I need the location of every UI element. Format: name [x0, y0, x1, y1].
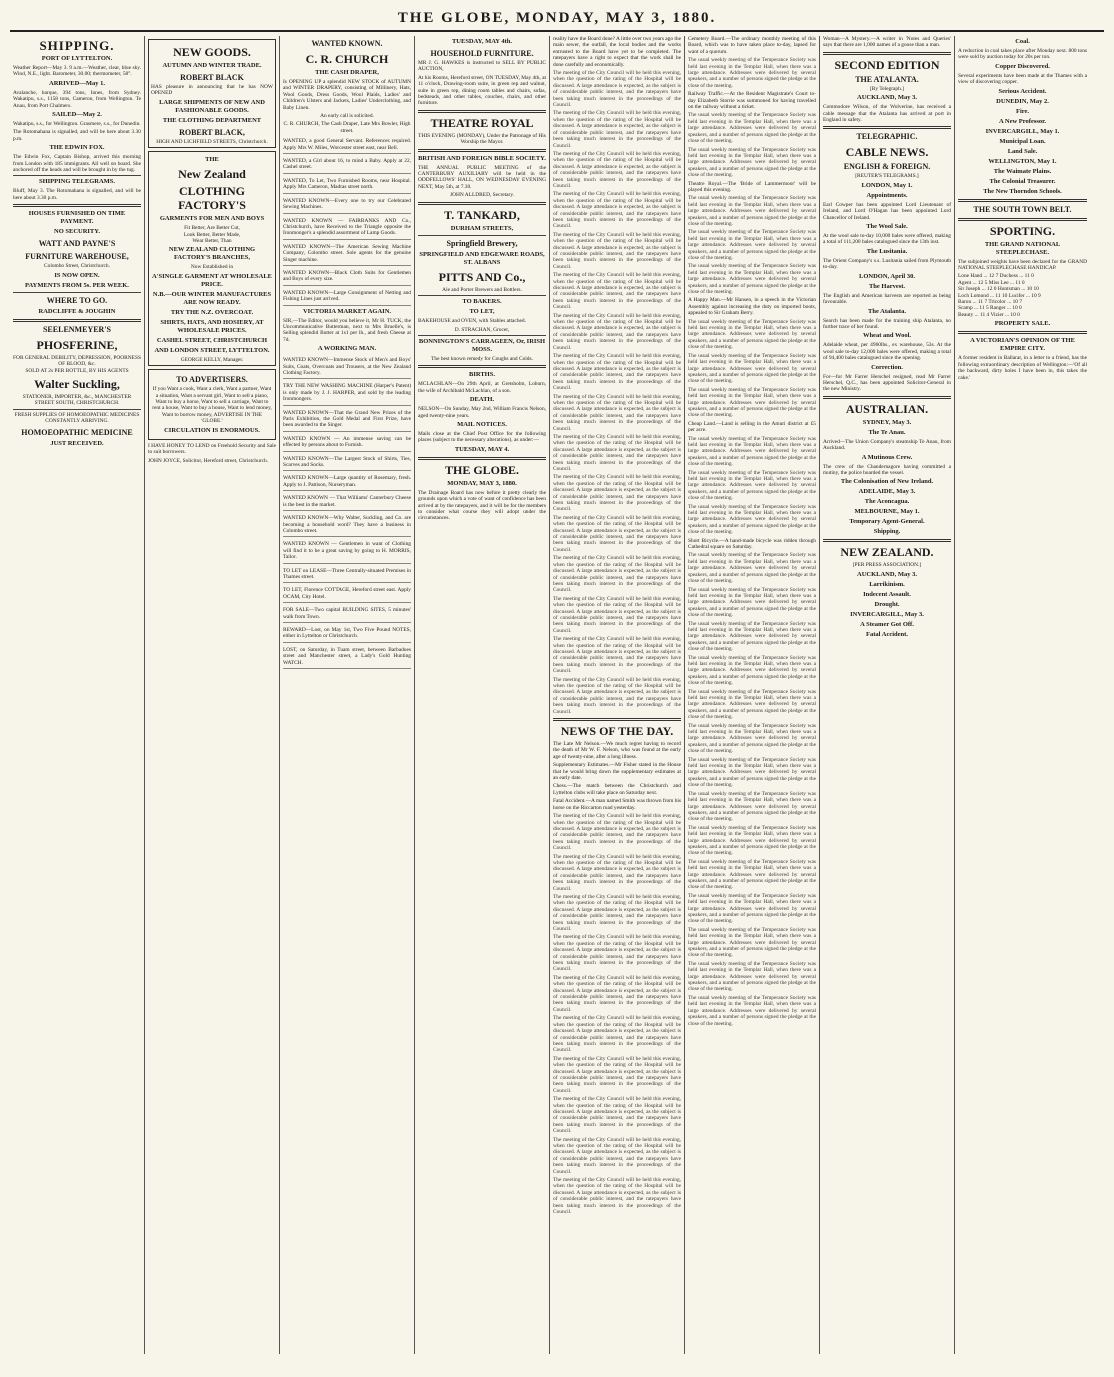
dunedin-dateline: DUNEDIN, May 2. [996, 97, 1049, 105]
filler-text: The usual weekly meeting of the Temperance Society was held last evening in the Templar Hall, when there was a large attendance. Addresses were delivered by several speakers, and a number of persons signed the pledge at the close of the meeting. [688, 960, 816, 993]
new-zealand: New Zealand [178, 167, 246, 182]
cr-church: C. R. CHURCH [305, 52, 389, 66]
filler-text: The usual weekly meeting of the Temperance Society was held last evening in the Templar Hall, when there was a large attendance. Addresses were delivered by several speakers, and a number of persons signed the pledge at the close of the meeting. [688, 824, 816, 857]
moss: The best known remedy for Coughs and Colds. [431, 355, 533, 362]
death-notice: NELSON—On Sunday, May 2nd, William Francis Nelson, aged twenty-nine years. [418, 406, 546, 419]
overcoat: TRY THE N.Z. OVERCOAT. [170, 308, 254, 316]
melbourne-dateline: MELBOURNE, May 1. [854, 508, 920, 516]
auckland-dateline-2: AUCKLAND, May 3. [857, 570, 917, 578]
kelly: GEORGE KELLY, Manager. [180, 356, 244, 363]
radcliffe: RADCLIFFE & JOUGHIN [38, 307, 116, 315]
weights-list [958, 273, 1087, 318]
filler-text: The meeting of the City Council will be held this evening, when the question of the rating of the Hospital will be discussed. A large attendance is expected, as the subject is of considerable public interest, and the ratepayers have been taking much interest in the proceedings of the Council. [553, 312, 681, 351]
fire: Fire. [1015, 107, 1030, 115]
weight-row: Beauty ... 11 4 Vizier ... 10 0 [958, 311, 1020, 318]
filler-text: The meeting of the City Council will be held this evening, when the question of the rating of the Hospital will be discussed. A large attendance is expected, as the subject is of considerable public interest, and the ratepayers have been taking much interest in the proceedings of the Council. [553, 150, 681, 189]
appointments: Appointments. [866, 191, 908, 199]
classified-ad: FOR SALE—Two capital BUILDING SITES, 5 minutes' walk from Town. [283, 605, 411, 623]
just-received: JUST RECEIVED. [50, 439, 104, 447]
colonial-treasurer: The Colonial Treasurer. [989, 177, 1056, 185]
column-4 [415, 36, 550, 1354]
robert-black: ROBERT BLACK [180, 73, 244, 82]
filler-text: The usual weekly meeting of the Temperance Society was held last evening in the Templar Hall, when there was a large attendance. Addresses were delivered by several speakers, and a number of persons signed the pledge at the close of the meeting. [688, 469, 816, 502]
handicap-text: The subjoined weights have been declared for the GRAND NATIONAL STEEPLECHASE HANDICAP. [958, 258, 1087, 272]
new-professor: A New Professor. [998, 117, 1047, 125]
classified-ad: WANTED KNOWN—Black Cloth Suits for Gentlemen and Boys of every size. [283, 268, 411, 286]
lusitania-text: The Orient Company's s.s. Lusitania sailed from Plymouth to-day. [823, 257, 951, 271]
coal: Coal. [1015, 38, 1030, 45]
filler-text: The meeting of the City Council will be held this evening, when the question of the rating of the Hospital will be discussed. A large attendance is expected, as the subject is of considerable public interest, and the ratepayers have been taking much interest in the proceedings of the Council. [553, 1055, 681, 1094]
hawkes-body: At his Rooms, Hereford street, ON TUESDAY, May 4th, at 11 o'clock, Drawing-room suite, in green rep and walnut, suite in green rep, dining room tables and chairs, sofas, bedsteads, and other tables, couches, chairs, and other furniture. [418, 74, 546, 107]
london-street: AND LONDON STREET, LYTTELTON. [154, 346, 270, 354]
tuesday: TUESDAY, MAY 4th. [451, 38, 513, 45]
coal-text: A reduction in coal takes place after Monday next. 800 tons were sold by auction today for 20s per ton. [958, 48, 1087, 61]
wheat-text: Adelaide wheat, per 4960lbs., ex warehouse, 53s. At the wool sale to-day 12,000 bales were offered, making a total of 94,400 bales catalogued since the opening. [823, 342, 951, 362]
homoeopathic-supplies: FRESH SUPPLIES OF HOMOEOPATHIC MEDICINES CONSTANTLY ARRIVING. [14, 411, 140, 425]
filler-text: The meeting of the City Council will be held this evening, when the question of the rating of the Hospital will be discussed. A large attendance is expected, as the subject is of considerable public interest, and the ratepayers have been taking much interest in the proceedings of the Council. [553, 353, 681, 392]
classified-ad: WANTED KNOWN—The American Sewing Machine Company, Colombo street. Sole agents for the genuine Singer machine. [283, 242, 411, 266]
to-bakers: TO BAKERS. [462, 298, 502, 306]
ale: Ale and Porter Brewers and Bottlers. [442, 286, 522, 293]
weight-row: Agent ... 12 5 Miss Lee ... 11 0 [958, 279, 1025, 286]
bakehouse: BAKEHOUSE and OVEN, with Stables attached. [418, 318, 526, 325]
te-anau-text: Arrived—The Union Company's steamship Te Anau, from Auckland. [823, 438, 951, 452]
by-telegraph: [By Telegraph.] [870, 85, 904, 92]
municipal-loan: Municipal Loan. [999, 137, 1046, 145]
wheat-wool: Wheat and Wool. [862, 332, 912, 340]
south-town-belt: THE SOUTH TOWN BELT. [973, 204, 1072, 214]
sporting: SPORTING. [989, 223, 1056, 238]
filler-text: The usual weekly meeting of the Temperance Society was held last evening in the Templar Hall, when there was a large attendance. Addresses were delivered by several speakers, and a number of persons signed the pledge at the close of the meeting. [688, 756, 816, 789]
port-heading: PORT OF LYTTELTON. [41, 55, 113, 62]
drought: Drought. [874, 600, 900, 608]
london-dateline-2: LONDON, April 30. [859, 272, 915, 280]
column-6 [685, 36, 820, 1354]
fit-better: Fit Better, Are Better Cut, [184, 225, 240, 232]
filler-text: The usual weekly meeting of the Temperance Society was held last evening in the Templar Hall, when there was a large attendance. Addresses were delivered by several speakers, and a number of persons signed the pledge at the close of the meeting. [688, 586, 816, 619]
newspaper-page [10, 10, 1104, 1357]
payments: PAYMENTS FROM 5s. PER WEEK. [25, 281, 129, 289]
filler-text: The usual weekly meeting of the Temperance Society was held last evening in the Templar Hall, when there was a large attendance. Addresses were delivered by several speakers, and a number of persons signed the pledge at the close of the meeting. [688, 722, 816, 755]
appointments-text: Earl Cowper has been appointed Lord Lieutenant of Ireland, and Lord O'Hagan has been appointed Lord Chancellor of Ireland. [823, 201, 951, 221]
church-signature: C. R. CHURCH, The Cash Draper, Late Mrs Bowler, High street. [283, 121, 411, 134]
the-label: THE [205, 156, 219, 164]
thorndon-schools: The New Thorndon Schools. [983, 187, 1062, 195]
watt-payne: WATT AND PAYNE'S [38, 239, 116, 249]
stationer: STATIONER, IMPORTER, &c., MANCHESTER STREET SOUTH, CHRISTCHURCH. [22, 393, 132, 407]
classified-ad: WANTED KNOWN—Immense Stock of Men's and Boys' Suits, Coats, Overcoats and Trousers, at the New Zealand Clothing Factory. [283, 355, 411, 379]
second-edition: SECOND EDITION [834, 57, 940, 72]
classified-ad: WANTED, a Girl about 16, to mind a Baby. Apply at 22, Cashel street. [283, 156, 411, 174]
filler-text: The usual weekly meeting of the Temperance Society was held last evening in the Templar Hall, when there was a large attendance. Addresses were delivered by several speakers, and a number of persons signed the pledge at the close of the meeting. [688, 112, 816, 145]
now-open: IS NOW OPEN. [54, 271, 100, 279]
weather-report: Weather Report—May 3. 9 a.m.—Weather, clear, blue sky. Wind, N.E., light. Barometer, 30.00; thermometer, 58°. [13, 65, 141, 78]
theatre-royal: THEATRE ROYAL [430, 115, 534, 130]
filler-text: The usual weekly meeting of the Temperance Society was held last evening in the Templar Hall, when there was a large attendance. Addresses were delivered by several speakers, and a number of persons signed the pledge at the close of the meeting. [688, 892, 816, 925]
sydney-dateline: SYDNEY, May 3. [862, 418, 912, 426]
news-item: The Late Mr Nelson.—We much regret having to record the death of Mr W. F. Nelson, who was found at the early age of twenty-nine, after a long illness. [553, 741, 681, 760]
larrikinism: Larrikinism. [869, 580, 905, 588]
filler-text: The meeting of the City Council will be held this evening, when the question of the rating of the Hospital will be discussed. A large attendance is expected, as the subject is of considerable public interest, and the ratepayers have been taking much interest in the proceedings of the Council. [553, 272, 681, 311]
column-3 [280, 36, 415, 1354]
classified-ad: WANTED KNOWN—Why Walter, Suckling, and Co. are becoming a household word? They have a business in Colombo street. [283, 513, 411, 537]
filler-text: The meeting of the City Council will be held this evening, when the question of the rating of the Hospital will be discussed. A large attendance is expected, as the subject is of considerable public interest, and the ratepayers have been taking much interest in the proceedings of the Council. [553, 474, 681, 513]
colombo-address: Colombo Street, Christchurch. [44, 263, 110, 270]
filler-text: The meeting of the City Council will be held this evening, when the question of the rating of the Hospital will be discussed. A large attendance is expected, as the subject is of considerable public interest, and the ratepayers have been taking much interest in the proceedings of the Council. [553, 514, 681, 553]
telegraphic: TELEGRAPHIC. [856, 132, 918, 142]
furniture-warehouse: FURNITURE WAREHOUSE, [25, 252, 129, 262]
columns [10, 36, 1104, 1354]
telegrams-heading: SHIPPING TELEGRAMS. [38, 178, 116, 186]
working-man: A WORKING MAN. [317, 345, 377, 353]
houses-heading: HOUSES FURNISHED ON TIME PAYMENT. [28, 210, 126, 226]
circulation: CIRCULATION IS ENORMOUS. [164, 426, 260, 434]
wellington-dateline: WELLINGTON, May 1. [988, 157, 1057, 165]
news-item: Woman—A Mystery.—A writer in 'Notes and Queries' says that there are 1,000 names of a goose than a man. [823, 36, 951, 49]
property-sale: PROPERTY SALE. [994, 320, 1051, 328]
clothing-factory: CLOTHING FACTORY'S [178, 184, 246, 213]
filler-text: The usual weekly meeting of the Temperance Society was held last evening in the Templar Hall, when there was a large attendance. Addresses were delivered by several speakers, and a number of persons signed the pledge at the close of the meeting. [688, 654, 816, 687]
church-body: Is OPENING UP a splendid NEW STOCK of AUTUMN and WINTER DRAPERY, consisting of Millinery, Hats, Wool Goods, Dress Goods, Wool Plaids, Ladies' and Children's Ulsters and Jackets, Ladies' Underclothing, and Baby Linen. [283, 79, 411, 111]
reuters: [REUTER'S TELEGRAMS.] [855, 173, 919, 180]
classified-ad: WANTED KNOWN—That the Grand New Prizes of the Paris Exhibition, the Gold Medal and First Prize, have been awarded to the Singer. [283, 408, 411, 432]
waimate-plains: The Waimate Plains. [993, 167, 1052, 175]
edwin-fox-heading: THE EDWIN FOX. [49, 144, 105, 152]
globe-date: MONDAY, MAY 3, 1880. [447, 479, 517, 487]
news-item: Chess.—The match between the Christchurch and Lyttelton clubs will take place on Saturday next. [553, 783, 681, 796]
filler-text: The meeting of the City Council will be held this evening, when the question of the rating of the Hospital will be discussed. A large attendance is expected, as the subject is of considerable public interest, and the ratepayers have been taking much interest in the proceedings of the Council. [553, 813, 681, 852]
filler-text: The meeting of the City Council will be held this evening, when the question of the rating of the Hospital will be discussed. A large attendance is expected, as the subject is of considerable public interest, and the ratepayers have been taking much interest in the proceedings of the Council. [553, 853, 681, 892]
where-to-go: WHERE TO GO. [46, 295, 108, 305]
indecent-assault: Indecent Assault. [863, 590, 911, 598]
filler-text: The usual weekly meeting of the Temperance Society was held last evening in the Templar Hall, when there was a large attendance. Addresses were delivered by several speakers, and a number of persons signed the pledge at the close of the meeting. [688, 688, 816, 721]
filler-text: The usual weekly meeting of the Temperance Society was held last evening in the Templar Hall, when there was a large attendance. Addresses were delivered by several speakers, and a number of persons signed the pledge at the close of the meeting. [688, 146, 816, 179]
filler-text: The meeting of the City Council will be held this evening, when the question of the rating of the Hospital will be discussed. A large attendance is expected, as the subject is of considerable public interest, and the ratepayers have been taking much interest in the proceedings of the Council. [553, 433, 681, 472]
filler-text: The usual weekly meeting of the Temperance Society was held last evening in the Templar Hall, when there was a large attendance. Addresses were delivered by several speakers, and a number of persons signed the pledge at the close of the meeting. [688, 318, 816, 351]
filler-text: The meeting of the City Council will be held this evening, when the question of the rating of the Hospital will be discussed. A large attendance is expected, as the subject is of considerable public interest, and the ratepayers have been taking much interest in the proceedings of the Council. [553, 1096, 681, 1135]
wholesale: A'SINGLE GARMENT AT WHOLESALE PRICE. [152, 272, 272, 288]
news-item: Theatre Royal.—The 'Bride of Lammermoor' will be played this evening. [688, 180, 816, 193]
london-dateline: LONDON, May 1. [861, 181, 913, 189]
weight-row: Scamp ... 11 5 Ranger ... 10 0 [958, 305, 1022, 312]
filler-text: The usual weekly meeting of the Temperance Society was held last evening in the Templar Hall, when there was a large attendance. Addresses were delivered by several speakers, and a number of persons signed the pledge at the close of the meeting. [688, 552, 816, 585]
price: SOLD AT 2s PER BOTTLE, BY HIS AGENTS [25, 367, 129, 374]
column-1 [10, 36, 145, 1354]
large-shipments: LARGE SHIPMENTS OF NEW AND FASHIONABLE GOODS. [159, 98, 265, 114]
aconcagua: The Aconcagua. [864, 498, 910, 506]
news-item: Fatal Accident.—A man named Smith was thrown from his horse on the Riccarton road yesterday. [553, 798, 682, 811]
robert-black-2: ROBERT BLACK, [179, 127, 245, 137]
column-7 [820, 36, 955, 1354]
filler-text: The meeting of the City Council will be held this evening, when the question of the rating of the Hospital will be discussed. A large attendance is expected, as the subject is of considerable public interest, and the ratepayers have been taking much interest in the proceedings of the Council. [553, 636, 681, 675]
globe-title: THE GLOBE. [444, 462, 520, 477]
harvest: The Harvest. [868, 282, 906, 290]
victoria-market: VICTORIA MARKET AGAIN. [302, 307, 392, 315]
weight-row: Lone Hand ... 12 7 Duchess ... 11 0 [958, 273, 1034, 280]
classified-ad: WANTED KNOWN—Large quantity of Rosemary, fresh. Apply to J. Pattison, Nurseryman. [283, 473, 411, 491]
to-let: TO LET, [469, 308, 495, 316]
debility: FOR GENERAL DEBILITY, DEPRESSION, POORNESS OF BLOOD, &c. [13, 354, 141, 368]
filler-text: The usual weekly meeting of the Temperance Society was held last evening in the Templar Hall, when there was a large attendance. Addresses were delivered by several speakers, and a number of persons signed the pledge at the close of the meeting. [688, 435, 816, 468]
filler-text: The meeting of the City Council will be held this evening, when the question of the rating of the Hospital will be discussed. A large attendance is expected, as the subject is of considerable public interest, and the ratepayers have been taking much interest in the proceedings of the Council. [553, 110, 681, 149]
canterbury-meeting: THE ANNUAL PUBLIC MEETING of the CANTERBURY AUXILIARY will be held in the ODDFELLOWS' HALL, ON WEDNESDAY EVENING NEXT, May 5th, at 7.30. [418, 164, 546, 190]
hawkes: MR J. G. HAWKES is instructed to SELL BY PUBLIC AUCTION, [418, 60, 546, 73]
household-furniture: HOUSEHOLD FURNITURE. [430, 49, 534, 58]
copper-text: Several experiments have been made at the Thames with a view of discovering copper. [958, 72, 1087, 86]
column-5 [550, 36, 685, 1354]
shirts: SHIRTS, HATS, AND HOSIERY, AT WHOLESALE PRICES. [160, 318, 264, 334]
new-zealand-heading: NEW ZEALAND. [840, 545, 934, 560]
news-item: Supplementary Estimates.—Mr Fisher stated in the House that he would bring down the supplementary estimates at an early date. [553, 762, 681, 782]
weight-row: Loch Lomond ... 11 10 Lucifer ... 10 9 [958, 292, 1041, 299]
filler-text: The meeting of the City Council will be held this evening, when the question of the rating of the Hospital will be discussed. A large attendance is expected, as the subject is of considerable public interest, and the ratepayers have been taking much interest in the proceedings of the Council. [553, 595, 681, 634]
atalanta-text: Search has been made for the training ship Atalanta, no further trace of her found. [823, 317, 951, 330]
filler-text: The meeting of the City Council will be held this evening, when the question of the rating of the Hospital will be discussed. A large attendance is expected, as the subject is of considerable public interest, and the ratepayers have been taking much interest in the proceedings of the Council. [553, 1177, 681, 1216]
filler-text: The meeting of the City Council will be held this evening, when the question of the rating of the Hospital will be discussed. A large attendance is expected, as the subject is of considerable public interest, and the ratepayers have been taking much interest in the proceedings of the Council. [553, 555, 681, 594]
market-body: SIR,—The Editor, would you believe it, Mr H. TUCK, the Uncommunicative Butterman, next to Mrs Bruelle's, is Selling splendid Butter at 1s1 per lb., and fresh Cheese at 7d. [283, 317, 411, 343]
news-item: Railway Traffic.—At the Resident Magistrate's Court to-day Elizabeth Storrie was summoned for having travelled on the railway without a ticket. [688, 91, 816, 111]
sailed-text: Wakatipu, s.s., for Wellington. Grasmere, s.s., for Dunedin. [13, 121, 141, 128]
mail-body: Mails close at the Chief Post Office for the following places (subject to the necessary alterations), as under:— [418, 430, 546, 444]
wear-better: Wear Better, Than [192, 238, 232, 245]
news-of-the-day: NEWS OF THE DAY. [560, 724, 674, 739]
durham: DURHAM STREETS, [450, 224, 514, 232]
invercargill-dateline: INVERCARGILL, May 3. [850, 610, 924, 618]
edwin-fox-text: The Edwin Fox, Captain Bishop, arrived this morning from London with 185 immigrants. All well on board. She anchored off the heads and will be brought in by the tug. [13, 154, 141, 174]
leader: The Drainage Board has now before it pretty clearly the grounds upon which a vote of want of confidence has been arrived at by the ratepayers, and it will be for the members to consider what course they will adopt under the circumstances. [418, 489, 546, 522]
grand-national: THE GRAND NATIONAL STEEPLECHASE. [984, 240, 1061, 256]
filler-text: The usual weekly meeting of the Temperance Society was held last evening in the Templar Hall, when there was a large attendance. Addresses were delivered by several speakers, and a number of persons signed the pledge at the close of the meeting. [688, 994, 816, 1027]
fatal-accident: Fatal Accident. [866, 630, 908, 638]
births-heading: BIRTHS. [469, 371, 495, 379]
filler-text: The usual weekly meeting of the Temperance Society was held last evening in the Templar Hall, when there was a large attendance. Addresses were delivered by several speakers, and a number of persons signed the pledge at the close of the meeting. [688, 858, 816, 891]
filler-text: The meeting of the City Council will be held this evening, when the question of the rating of the Hospital will be discussed. A large attendance is expected, as the subject is of considerable public interest, and the ratepayers have been taking much interest in the proceedings of the Council. [553, 893, 681, 932]
classified-ad: WANTED KNOWN—The Largest Stock of Shirts, Ties, Scarves and Socks. [283, 454, 411, 472]
mutinous-text: The crew of the Chandernagore having committed a mutiny, the police boarded the vessel. [823, 463, 951, 476]
column-2 [145, 36, 280, 1354]
clothing-dept: THE CLOTHING DEPARTMENT [162, 116, 262, 124]
filler-text: The meeting of the City Council will be held this evening, when the question of the rating of the Hospital will be discussed. A large attendance is expected, as the subject is of considerable public interest, and the ratepayers have been taking much interest in the proceedings of the Council. [553, 393, 681, 432]
australian: AUSTRALIAN. [845, 401, 929, 416]
filler-text: The usual weekly meeting of the Temperance Society was held last evening in the Templar Hall, when there was a large attendance. Addresses were delivered by several speakers, and a number of persons signed the pledge at the close of the meeting. [688, 352, 816, 385]
filler-text: The meeting of the City Council will be held this evening, when the question of the rating of the Hospital will be discussed. A large attendance is expected, as the subject is of considerable public interest, and the ratepayers have been taking much interest in the proceedings of the Council. [553, 191, 681, 230]
passengers-text: The Rotomahana is signalled, and will be here about 3.30 p.m. [13, 129, 141, 142]
classified-ad: WANTED KNOWN — FAIRBANKS AND Co., Christchurch, have Received to the Triangle opposite the Ironmonger's a splendid assortment of Lamp Goods. [283, 216, 411, 240]
bonnington: BONNINGTON'S CARRAGEEN, Or, IRISH MOSS. [418, 337, 546, 353]
harvest-text: The English and American harvests are reported as being favourable. [823, 292, 951, 306]
weight-row: Baron ... 11 7 Tricolor ... 10 7 [958, 299, 1023, 306]
colonisation: The Colonisation of New Ireland. [840, 478, 934, 486]
phosferine: PHOSFERINE, [36, 337, 118, 352]
cashel-street: CASHEL STREET, CHRISTCHURCH [156, 336, 268, 344]
atalanta-2: The Atalanta. [868, 307, 906, 315]
filler-text: The meeting of the City Council will be held this evening, when the question of the rating of the Hospital will be discussed. A large attendance is expected, as the subject is of considerable public interest, and the ratepayers have been taking much interest in the proceedings of the Council. [553, 934, 681, 973]
classified-ad: WANTED KNOWN — That Williams' Canterbury Cheese is the best in the market. [283, 493, 411, 511]
no-security: NO SECURITY. [54, 228, 100, 236]
new-goods-heading: NEW GOODS. [173, 45, 251, 59]
sailed-heading: SAILED—May 2. [52, 111, 102, 119]
serious-accident: Serious Accident. [998, 87, 1047, 95]
classified-ad: WANTED, To Let, Two Furnished Rooms, near Hospital. Apply Mrs Cameron, Madras street north. [283, 176, 411, 194]
classified-ad: TO LET, Florence COTTAGE, Hereford street east. Apply OCAM, City Hotel. [283, 585, 411, 603]
te-anau: The Te Anau. [868, 428, 906, 436]
classified-ad: WANTED KNOWN — Gentlemen in want of Clothing will find it to be a great saving by going to H. MORRIS, Tailor. [283, 539, 411, 563]
correction: Correction. [871, 363, 903, 371]
filler-text: The usual weekly meeting of the Temperance Society was held last evening in the Templar Hall, when there was a large attendance. Addresses were delivered by several speakers, and a number of persons signed the pledge at the close of the meeting. [688, 926, 816, 959]
news-item: Cheap Land.—Land is selling in the Amuri district at £5 per acre. [688, 420, 816, 434]
winter-manufactures: N.B.—OUR WINTER MANUFACTURES ARE NOW READY. [152, 290, 272, 306]
lusitania: The Lusitania. [866, 247, 908, 255]
auckland-dateline: AUCKLAND, May 3. [857, 94, 917, 102]
adelaide-dateline: ADELAIDE, May 3. [858, 488, 916, 496]
correction-text: For—for Mr Farrer Herschel resigned, read Mr Farrer Herschel, Q.C., has been appointed Solicitor-General in the new Ministry. [823, 373, 951, 393]
wool-text: At the wool sale to-day 10,000 bales were offered, making a total of 111,200 bales catalogued since the 13th inst. [823, 233, 951, 246]
classified-ad: TO LET on LEASE—Three Centrally-situated Premises in Thames street. [283, 566, 411, 584]
column-8 [955, 36, 1090, 1354]
filler-text: The meeting of the City Council will be held this evening, when the question of the rating of the Hospital will be discussed. A large attendance is expected, as the subject is of considerable public interest, and the ratepayers have been taking much interest in the proceedings of the Council. [553, 70, 681, 109]
filler-text: The meeting of the City Council will be held this evening, when the question of the rating of the Hospital will be discussed. A large attendance is expected, as the subject is of considerable public interest, and the ratepayers have been taking much interest in the proceedings of the Council. [553, 1136, 681, 1175]
steamer-got-off: A Steamer Got Off. [860, 620, 914, 628]
to-advertisers: TO ADVERTISERS. [176, 375, 248, 385]
cable-news: CABLE NEWS. [845, 145, 929, 160]
arrived-text: Avalanche, barque, 394 tons, Innes, from Sydney. Wakatipu, s.s., 1158 tons, Cameron, from Wellington. Te Anau, from Port Chalmers. [13, 89, 141, 109]
arrived-heading: ARRIVED—May 1. [49, 79, 105, 87]
filler-text: The meeting of the City Council will be held this evening, when the question of the rating of the Hospital will be discussed. A large attendance is expected, as the subject is of considerable public interest, and the ratepayers have been taking much interest in the proceedings of the Council. [553, 676, 681, 715]
classified-ad: WANTED KNOWN—Every one to try our Celebrated Sewing Machines. [283, 196, 411, 214]
copper: Copper Discovered. [995, 62, 1050, 70]
springfield-brewery: Springfield Brewery, [446, 238, 518, 248]
news-item: Short Bicycle.—A hand-made bicycle was ridden through Cathedral square on Saturday. [688, 537, 816, 551]
homoeopathic-medicine: HOMOEOPATHIC MEDICINE [21, 427, 133, 437]
birth-notice: MCLACHLAN—On 29th April, at Gretsholm, Loburn, the wife of Archibald McLachlan, of a son. [418, 381, 546, 394]
filler-text: The usual weekly meeting of the Temperance Society was held last evening in the Templar Hall, when there was a large attendance. Addresses were delivered by several speakers, and a number of persons signed the pledge at the close of the meeting. [688, 57, 816, 89]
mail-notices: MAIL NOTICES. [457, 420, 507, 428]
church-note: An early call is solicited. [320, 113, 374, 120]
filler-text: The usual weekly meeting of the Temperance Society was held last evening in the Templar Hall, when there was a large attendance. Addresses were delivered by several speakers, and a number of persons signed the pledge at the close of the meeting. [688, 386, 816, 419]
english-foreign: ENGLISH & FOREIGN. [843, 162, 931, 172]
press-association: [PER PRESS ASSOCIATION.] [852, 562, 922, 569]
honey: I HAVE HONEY TO LEND on Freehold Security and Sale to suit borrowers. [148, 442, 276, 456]
victorian-text: A former resident in Ballarat, in a letter to a friend, has the following extraordinary description of Wellington:—'Of all the backward, dirty holes I have been in, this takes the cake.' [958, 355, 1087, 381]
classified-ad: WANTED KNOWN—Large Consignment of Netting and Fishing Lines just arrived. [283, 288, 411, 306]
look-better: Look Better, Better Made, [183, 231, 241, 238]
classified-ad: REWARD—Lost, on May 1st, Two Five Pound NOTES, either in Lyttelton or Christchurch. [283, 625, 411, 643]
cash-draper: THE CASH DRAPER, [315, 69, 379, 76]
telegram-text: Bluff, May 3. The Rotomahana is signalled, and will be here about 3.30 p.m. [13, 188, 141, 201]
filler-text: The usual weekly meeting of the Temperance Society was held last evening in the Templar Hall, when there was a large attendance. Addresses were delivered by several speakers, and a number of persons signed the pledge at the close of the meeting. [688, 229, 816, 261]
springfield-roads: SPRINGFIELD AND EDGEWARE ROADS, ST. ALBANS [419, 250, 545, 266]
temporary-agent: Temporary Agent-General. [849, 518, 925, 526]
tankard: T. TANKARD, [444, 207, 520, 222]
if-you: If you Want a cook, Want a clerk, Want a partner, Want a situation, Want a servant girl, Want to sell a piano, Want to buy a horse, Want to sell a carriage, Want to rent a house, Want to buy a house, Want to lend money, Want to borrow money, ADVERTISE IN THE 'GLOBE.' [152, 386, 272, 425]
classified-ad: WANTED KNOWN — An immense saving can be effected by persons about to Furnish. [283, 434, 411, 452]
announce: HAS pleasure in announcing that he has NOW OPENED [151, 84, 273, 97]
established: Now Established in [190, 264, 234, 271]
filler-text: The usual weekly meeting of the Temperance Society was held last evening in the Templar Hall, when there was a large attendance. Addresses were delivered by several speakers, and a number of persons signed the pledge at the close of the meeting. [688, 503, 816, 536]
autumn-trade: AUTUMN AND WINTER TRADE. [162, 62, 262, 69]
shipping-sub: Shipping. [873, 528, 901, 536]
commodore-text: Commodore Wilson, of the Wolverine, has received a cable message that the Atalanta has arrived at port in England in safety. [823, 104, 951, 124]
news-item: A Happy Man.—Mr Hansen, in a speech in the Victorian Assembly against increasing the duty on imported boots, appealed to Sir Graham Berry. [688, 297, 816, 317]
pitts: PITTS AND Co., [438, 269, 526, 284]
atalanta-heading: THE ATALANTA. [855, 74, 919, 84]
bible-society: BRITISH AND FOREIGN BIBLE SOCIETY. [418, 154, 546, 162]
filler-text: The usual weekly meeting of the Temperance Society was held last evening in the Templar Hall, when there was a large attendance. Addresses were delivered by several speakers, and a number of persons signed the pledge at the close of the meeting. [688, 790, 816, 823]
news-item: Cemetery Board.—The ordinary monthly meeting of this Board, which was to have taken place to-day, lapsed for want of a quorum. [688, 36, 816, 55]
filler-text: The meeting of the City Council will be held this evening, when the question of the rating of the Hospital will be discussed. A large attendance is expected, as the subject is of considerable public interest, and the ratepayers have been taking much interest in the proceedings of the Council. [553, 1015, 681, 1054]
weight-row: Sir Joseph ... 12 0 Huntsman ... 10 10 [958, 286, 1039, 293]
invercargill-dateline-2: INVERCARGILL, May 1. [985, 127, 1060, 135]
this-evening: THIS EVENING (MONDAY), Under the Patronage of His Worship the Mayor. [418, 132, 546, 146]
wool-sale: The Wool Sale. [866, 223, 908, 231]
masthead: THE GLOBE, MONDAY, MAY 3, 1880. [10, 10, 1104, 32]
shipping-heading: SHIPPING. [39, 38, 115, 53]
death-heading: DEATH. [469, 396, 495, 404]
seelenmeyer: SEELENMEYER'S [42, 324, 112, 334]
filler-text: The usual weekly meeting of the Temperance Society was held last evening in the Templar Hall, when there was a large attendance. Addresses were delivered by several speakers, and a number of persons signed the pledge at the close of the meeting. [688, 263, 816, 296]
land-sale: Land Sale. [1007, 147, 1038, 155]
classified-ad: LOST, on Saturday, in Tuam street, between Barbadoes street and Manchester street, a Lady's Gold Hunting WATCH. [283, 645, 411, 669]
strachan: D. STRACHAN, Grocer, [454, 326, 510, 333]
classified-ad: WANTED, a good General Servant. References required. Apply Mrs W. Miles, Worcester street east, near Bell. [283, 136, 411, 154]
mail-day: TUESDAY, MAY 4. [454, 445, 510, 453]
filler-text: The meeting of the City Council will be held this evening, when the question of the rating of the Hospital will be discussed. A large attendance is expected, as the subject is of considerable public interest, and the ratepayers have been taking much interest in the proceedings of the Council. [553, 974, 681, 1013]
alldred: JOHN ALLDRED, Secretary. [449, 192, 515, 199]
filler-text: The meeting of the City Council will be held this evening, when the question of the rating of the Hospital will be discussed. A large attendance is expected, as the subject is of considerable public interest, and the ratepayers have been taking much interest in the proceedings of the Council. [553, 231, 681, 270]
branches: NEW ZEALAND CLOTHING FACTORY'S BRANCHES, [168, 246, 256, 262]
leader-continued: reality have the Board done? A little over two years ago the main sewer, the outfall, the local bodies and the works entrusted to the Board have yet to be completed. The ratepayers have a right to expect that the work shall be done carefully and economically. [553, 36, 681, 68]
filler-text: The usual weekly meeting of the Temperance Society was held last evening in the Templar Hall, when there was a large attendance. Addresses were delivered by several speakers, and a number of persons signed the pledge at the close of the meeting. [688, 620, 816, 653]
mutinous-crew: A Mutinous Crew. [861, 453, 913, 461]
classified-ad: TRY THE NEW WASHING MACHINE (Harper's Patent) is only made by J. J. HARPER, and sold by the leading Ironmongers. [283, 381, 411, 405]
victorian-opinion: A VICTORIAN'S OPINION OF THE EMPIRE CITY. [970, 337, 1075, 353]
garments: GARMENTS FOR MEN AND BOYS [159, 215, 265, 223]
filler-text: The usual weekly meeting of the Temperance Society was held last evening in the Templar Hall, when there was a large attendance. Addresses were delivered by several speakers, and a number of persons signed the pledge at the close of the meeting. [688, 195, 816, 227]
joyce: JOHN JOYCE, Solicitor, Hereford street, Christchurch. [148, 457, 269, 464]
wanted-known-heading: WANTED KNOWN. [311, 39, 383, 48]
high-street: HIGH AND LICHFIELD STREETS, Christchurch. [156, 138, 268, 145]
walter-suckling: Walter Suckling, [34, 376, 120, 391]
